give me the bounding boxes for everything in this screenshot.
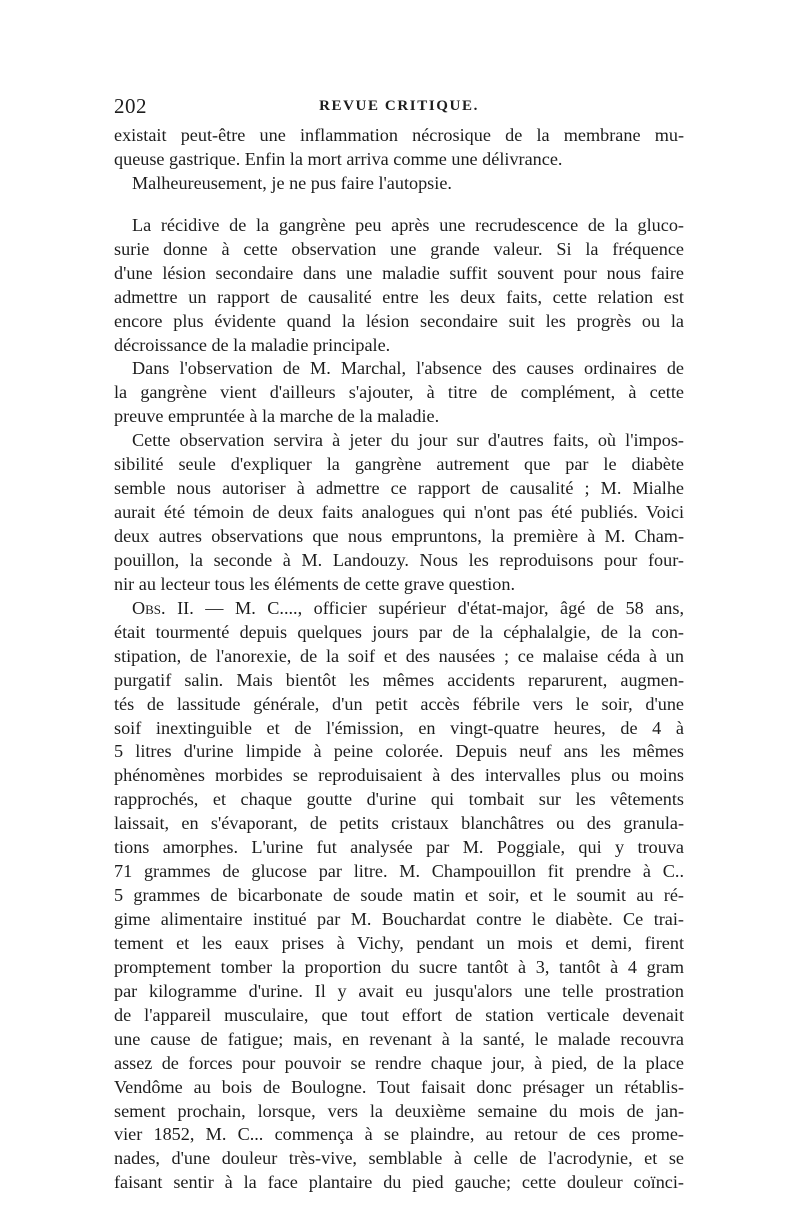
text-line: de l'appareil musculaire, que tout effort de station verticale devenait: [114, 1004, 684, 1025]
text-line: purgatif salin. Mais bientôt les mêmes accidents reparurent, augmen-: [114, 669, 684, 690]
text-line: sibilité seule d'expliquer la gangrène autrement que par le diabète: [114, 454, 684, 475]
observation-2: [114, 597, 684, 1195]
obs-label: Obs.: [132, 597, 166, 618]
text-line: nades, d'une douleur très-vive, semblable à celle de l'acrodynie, et se: [114, 1148, 684, 1169]
text-line: stipation, de l'anorexie, de la soif et des nausées ; ce malaise céda à un: [114, 645, 684, 666]
text-line: par kilogramme d'urine. Il y avait eu jusqu'alors une telle prostration: [114, 980, 684, 1001]
text-line: deux autres observations que nous empruntons, la première à M. Cham-: [114, 526, 684, 546]
text-line: admettre un rapport de causalité entre les deux faits, cette relation est: [114, 286, 684, 307]
paragraph-4: [114, 357, 684, 429]
text-line: encore plus évidente quand la lésion secondaire suit les progrès ou la: [114, 310, 684, 331]
text-line: tions amorphes. L'urine fut analysée par M. Poggiale, qui y trouva: [114, 837, 684, 858]
page-header: [114, 94, 684, 124]
text-line: soif inextinguible et de l'émission, en vingt-quatre heures, de 4 à: [114, 717, 684, 738]
text-line: rapprochés, et chaque goutte d'urine qui tombait sur les vêtements: [114, 789, 684, 810]
paragraph-3: [114, 214, 684, 358]
text-line: la gangrène vient d'ailleurs s'ajouter, à titre de complément, à cette: [114, 382, 684, 403]
text-line: tés de lassitude générale, d'un petit accès fébrile vers le soir, d'une: [114, 693, 684, 714]
text-line: Dans l'observation de M. Marchal, l'absence des causes ordinaires de: [132, 358, 684, 379]
text-line: Obs. II. — M. C...., officier supérieur d'état-major, âgé de 58 ans,: [132, 597, 684, 618]
text-line: gime alimentaire institué par M. Bouchardat contre le diabète. Ce trai-: [114, 909, 684, 929]
text-line: tement et les eaux prises à Vichy, pendant un mois et demi, firent: [114, 932, 684, 953]
text-line: d'une lésion secondaire dans une maladie suffit souvent pour nous faire: [114, 262, 684, 283]
text-line: une cause de fatigue; mais, en revenant à la santé, le malade recouvra: [114, 1028, 684, 1049]
text-line: preuve empruntée à la marche de la maladie.: [114, 406, 440, 427]
running-head: REVUE CRITIQUE.: [319, 98, 479, 114]
text-line: nir au lecteur tous les éléments de cette grave question.: [114, 573, 515, 594]
text-line: laissait, en s'évaporant, de petits cristaux blanchâtres ou des granula-: [114, 813, 684, 834]
text-line: aurait été témoin de deux faits analogues qui n'ont pas été publiés. Voici: [114, 502, 684, 523]
section-gap: [114, 196, 684, 214]
text-line: 71 grammes de glucose par litre. M. Champouillon fit prendre à C..: [114, 861, 684, 882]
text-line: Malheureusement, je ne pus faire l'autopsie.: [132, 172, 452, 193]
text-line: Cette observation servira à jeter du jour sur d'autres faits, où l'impos-: [132, 430, 684, 451]
book-page: [114, 94, 684, 1195]
paragraph-2: [114, 172, 684, 196]
text-line: était tourmenté depuis quelques jours par de la céphalalgie, de la con-: [114, 621, 684, 642]
paragraph-1: [114, 124, 684, 172]
text-line: phénomènes morbides se reproduisaient à des intervalles plus ou moins: [114, 765, 684, 786]
text-line: pouillon, la seconde à M. Landouzy. Nous les reproduisons pour four-: [114, 549, 684, 570]
text-line: existait peut-être une inflammation nécrosique de la membrane mu-: [114, 125, 684, 145]
page-number: 202: [114, 94, 147, 118]
text-line: 5 grammes de bicarbonate de soude matin et soir, et le soumit au ré-: [114, 885, 684, 906]
paragraph-5: [114, 429, 684, 597]
text-line: semble nous autoriser à admettre ce rapport de causalité ; M. Mialhe: [114, 478, 684, 499]
text-line: décroissance de la maladie principale.: [114, 334, 391, 355]
text-line: La récidive de la gangrène peu après une recrudescence de la gluco-: [132, 214, 684, 235]
text-line: faisant sentir à la face plantaire du pied gauche; cette douleur coïnci-: [114, 1172, 684, 1193]
text-line: sement prochain, lorsque, vers la deuxième semaine du mois de jan-: [114, 1100, 684, 1121]
text-line: queuse gastrique. Enfin la mort arriva comme une délivrance.: [114, 148, 563, 169]
text-line: promptement tomber la proportion du sucre tantôt à 3, tantôt à 4 gram: [114, 956, 684, 977]
text-line: Vendôme au bois de Boulogne. Tout faisait donc présager un rétablis-: [114, 1076, 684, 1097]
text-line: vier 1852, M. C... commença à se plaindre, au retour de ces prome-: [114, 1124, 684, 1145]
text-line: 5 litres d'urine limpide à peine colorée. Depuis neuf ans les mêmes: [114, 741, 684, 762]
text-line: surie donne à cette observation une grande valeur. Si la fréquence: [114, 238, 684, 259]
text-line: assez de forces pour pouvoir se rendre chaque jour, à pied, de la place: [114, 1052, 684, 1073]
